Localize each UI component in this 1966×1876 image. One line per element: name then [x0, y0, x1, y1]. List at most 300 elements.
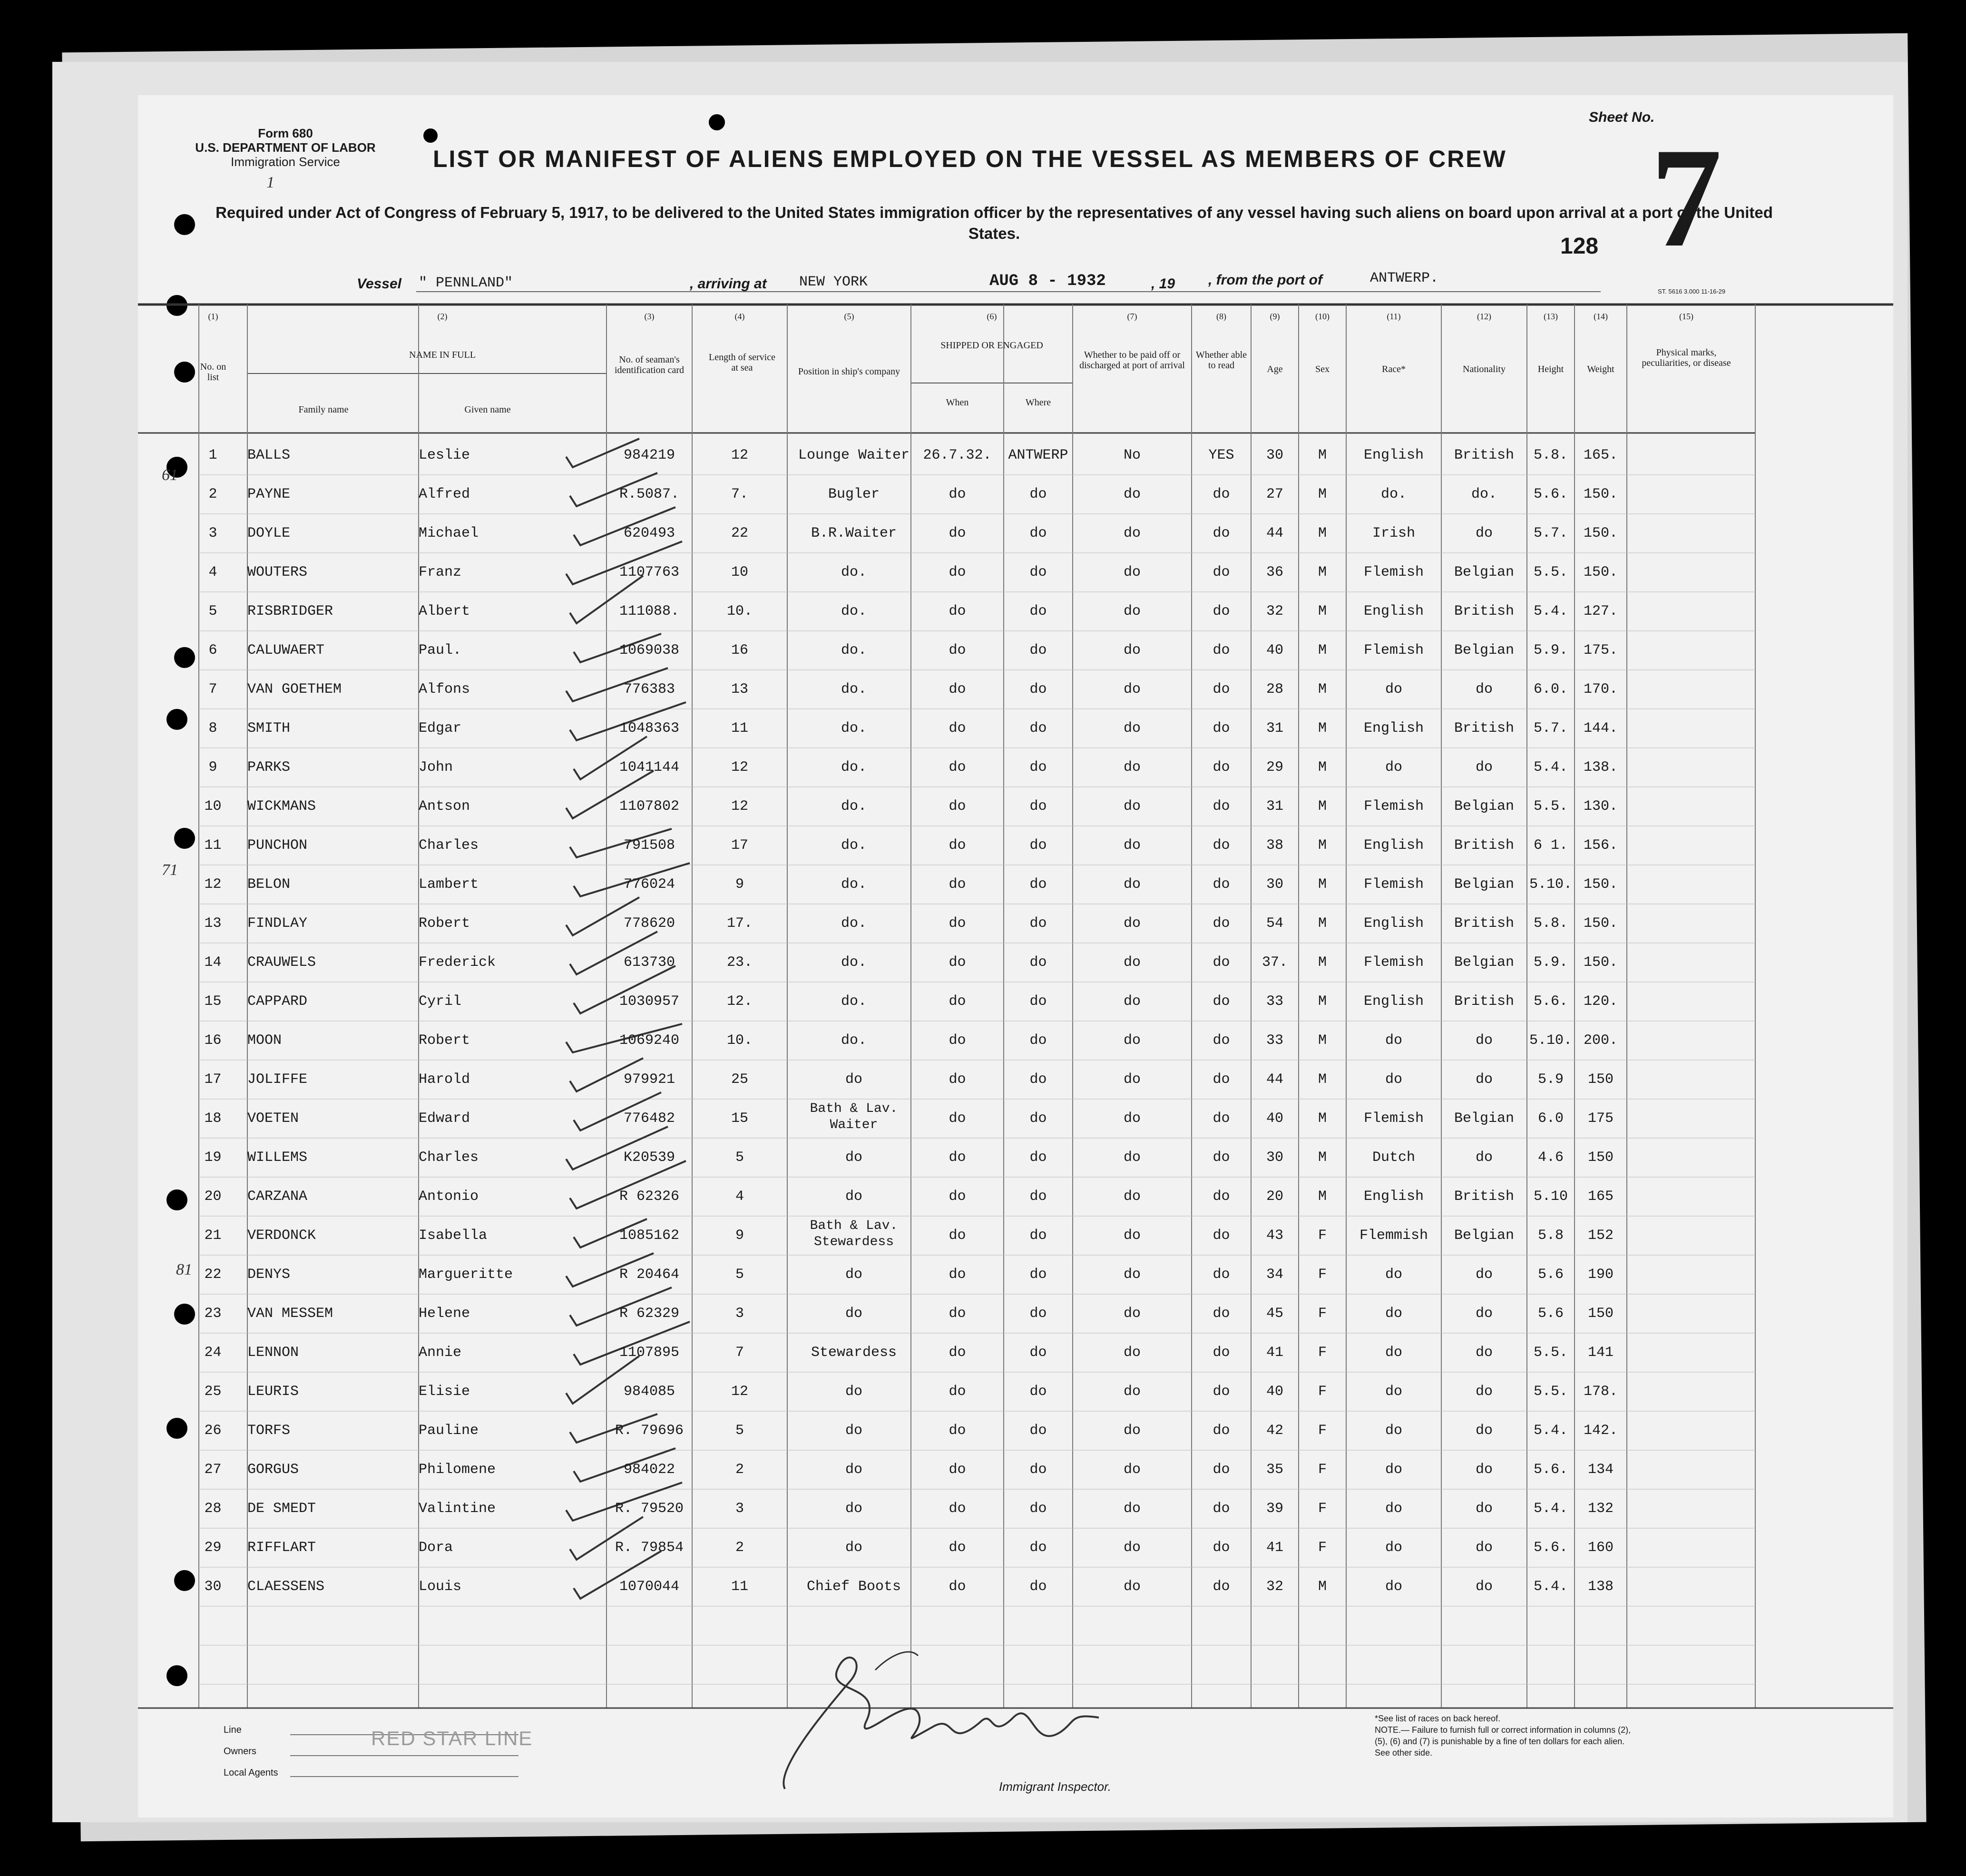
- cell-race: do: [1385, 1540, 1402, 1556]
- cell-paid: do: [1123, 798, 1141, 815]
- col-number: (12): [1477, 312, 1491, 321]
- year-label: , 19: [1151, 276, 1175, 292]
- cell-position: do: [845, 1188, 862, 1205]
- cell-paid: do: [1123, 1384, 1141, 1400]
- cell-service: 4: [735, 1188, 744, 1205]
- cell-service: 3: [735, 1501, 744, 1517]
- cell-weight: 200.: [1583, 1032, 1618, 1049]
- cell-no: 5: [208, 603, 217, 619]
- cell-height: 5.8.: [1533, 915, 1568, 932]
- cell-nationality: do: [1475, 681, 1493, 697]
- cell-race: do: [1385, 1032, 1402, 1049]
- cell-given: Alfons: [419, 681, 470, 697]
- margin-note: 71: [162, 861, 178, 879]
- cell-sex: M: [1318, 837, 1327, 854]
- cell-given: Lambert: [419, 876, 479, 893]
- cell-when: do: [949, 876, 966, 893]
- cell-when: do: [949, 525, 966, 541]
- cell-weight: 120.: [1583, 993, 1618, 1010]
- cell-card: 776024: [623, 876, 675, 893]
- cell-service: 17.: [726, 915, 753, 932]
- cell-service: 9: [735, 876, 744, 893]
- form-number: Form 680: [258, 126, 313, 140]
- cell-sex: M: [1318, 1071, 1327, 1088]
- cell-family: CRAUWELS: [247, 954, 316, 971]
- cell-weight: 152: [1587, 1228, 1614, 1244]
- cell-family: MOON: [247, 1032, 282, 1049]
- cell-weight: 127.: [1583, 603, 1618, 619]
- cell-where: do: [1029, 603, 1047, 619]
- cell-service: 10: [731, 564, 748, 580]
- cell-nationality: do: [1475, 1462, 1493, 1478]
- cell-family: DENYS: [247, 1267, 291, 1283]
- col-header-no: No. on list: [200, 362, 226, 383]
- cell-sex: M: [1318, 1188, 1327, 1205]
- cell-race: Dutch: [1372, 1149, 1415, 1166]
- cell-when: do: [949, 1579, 966, 1595]
- cell-paid: do: [1123, 1071, 1141, 1088]
- cell-position: Bugler: [828, 486, 880, 502]
- cell-family: BELON: [247, 876, 291, 893]
- cell-card: 1048363: [619, 720, 680, 737]
- cell-position: do.: [841, 1032, 867, 1049]
- cell-family: VOETEN: [247, 1110, 299, 1127]
- cell-read: do: [1213, 1228, 1230, 1244]
- cell-card: 984219: [623, 447, 675, 463]
- cell-read: do: [1213, 720, 1230, 737]
- cell-position: do: [845, 1462, 862, 1478]
- cell-paid: do: [1123, 1188, 1141, 1205]
- cell-age: 28: [1266, 681, 1283, 697]
- cell-paid: do: [1123, 525, 1141, 541]
- cell-sex: F: [1318, 1540, 1327, 1556]
- cell-position: do.: [841, 837, 867, 854]
- cell-nationality: British: [1454, 837, 1515, 854]
- cell-read: do: [1213, 564, 1230, 580]
- margin-note: 61: [162, 466, 178, 484]
- cell-nationality: do: [1475, 1267, 1493, 1283]
- cell-card: 1069038: [619, 642, 680, 658]
- cell-nationality: do: [1475, 1501, 1493, 1517]
- cell-position: do: [845, 1306, 862, 1322]
- cell-weight: 175.: [1583, 642, 1618, 658]
- cell-sex: M: [1318, 525, 1327, 541]
- cell-read: do: [1213, 1267, 1230, 1283]
- col-header-card: No. of seaman's identification card: [614, 354, 685, 375]
- cell-weight: 150.: [1583, 525, 1618, 541]
- manifest-sheet: [138, 95, 1893, 1817]
- cell-read: do: [1213, 876, 1230, 893]
- cell-given: Margueritte: [419, 1267, 513, 1283]
- col-header-weight: Weight: [1587, 364, 1614, 374]
- cell-read: do: [1213, 603, 1230, 619]
- cell-weight: 170.: [1583, 681, 1618, 697]
- cell-read: do: [1213, 1579, 1230, 1595]
- cell-where: do: [1029, 720, 1047, 737]
- cell-height: 5.5.: [1533, 564, 1568, 580]
- col-header-service: Length of service at sea: [709, 352, 775, 373]
- cell-paid: do: [1123, 876, 1141, 893]
- cell-position: Lounge Waiter: [798, 447, 910, 463]
- cell-sex: M: [1318, 1032, 1327, 1049]
- cell-age: 31: [1266, 720, 1283, 737]
- cell-given: Charles: [419, 837, 479, 854]
- cell-nationality: Belgian: [1454, 564, 1515, 580]
- cell-given: Annie: [419, 1345, 462, 1361]
- from-port-label: , from the port of: [1208, 272, 1322, 288]
- vessel-name: " PENNLAND": [419, 275, 513, 291]
- cell-no: 15: [204, 993, 222, 1010]
- cell-service: 10.: [726, 603, 753, 619]
- cell-family: DOYLE: [247, 525, 291, 541]
- cell-family: BALLS: [247, 447, 291, 463]
- cell-when: do: [949, 1462, 966, 1478]
- col-header-physical: Physical marks, peculiarities, or disease: [1642, 347, 1731, 368]
- cell-given: Frederick: [419, 954, 496, 971]
- col-header-height: Height: [1537, 364, 1564, 374]
- cell-no: 14: [204, 954, 222, 971]
- cell-weight: 134: [1587, 1462, 1614, 1478]
- line-stamp: RED STAR LINE: [371, 1727, 533, 1749]
- departure-port: ANTWERP.: [1370, 270, 1439, 286]
- cell-nationality: British: [1454, 993, 1515, 1010]
- cell-family: SMITH: [247, 720, 291, 737]
- cell-when: do: [949, 1540, 966, 1556]
- cell-race: do: [1385, 759, 1402, 776]
- cell-sex: M: [1318, 681, 1327, 697]
- cell-given: Antson: [419, 798, 470, 815]
- cell-when: do: [949, 1423, 966, 1439]
- cell-where: do: [1029, 1071, 1047, 1088]
- cell-height: 5.7.: [1533, 720, 1568, 737]
- cell-age: 54: [1266, 915, 1283, 932]
- cell-when: do: [949, 1149, 966, 1166]
- cell-no: 30: [204, 1579, 222, 1595]
- cell-height: 5.6: [1537, 1267, 1564, 1283]
- cell-age: 33: [1266, 993, 1283, 1010]
- cell-where: do: [1029, 993, 1047, 1010]
- cell-no: 1: [208, 447, 217, 463]
- cell-service: 23.: [726, 954, 753, 971]
- cell-when: do: [949, 720, 966, 737]
- cell-nationality: Belgian: [1454, 798, 1515, 815]
- cell-read: YES: [1208, 447, 1234, 463]
- cell-position: do.: [841, 993, 867, 1010]
- cell-when: do: [949, 1345, 966, 1361]
- cell-where: do: [1029, 798, 1047, 815]
- cell-weight: 175: [1587, 1110, 1614, 1127]
- cell-weight: 132: [1587, 1501, 1614, 1517]
- cell-age: 44: [1266, 1071, 1283, 1088]
- cell-height: 5.8.: [1533, 447, 1568, 463]
- cell-service: 2: [735, 1540, 744, 1556]
- cell-height: 5.6.: [1533, 993, 1568, 1010]
- col-header-position: Position in ship's company: [798, 366, 900, 377]
- col-header-where: Where: [1025, 397, 1051, 408]
- cell-service: 7.: [731, 486, 748, 502]
- inspector-signature: [766, 1627, 1127, 1798]
- cell-given: Valintine: [419, 1501, 496, 1517]
- cell-sex: F: [1318, 1423, 1327, 1439]
- cell-when: do: [949, 993, 966, 1010]
- cell-when: do: [949, 1228, 966, 1244]
- cell-family: GORGUS: [247, 1462, 299, 1478]
- cell-race: do: [1385, 1267, 1402, 1283]
- cell-card: K20539: [623, 1149, 675, 1166]
- cell-service: 12: [731, 447, 748, 463]
- cell-weight: 165: [1587, 1188, 1614, 1205]
- cell-given: Leslie: [419, 447, 470, 463]
- cell-card: R. 79520: [615, 1501, 684, 1517]
- cell-when: do: [949, 1071, 966, 1088]
- cell-family: PARKS: [247, 759, 291, 776]
- cell-card: 776383: [623, 681, 675, 697]
- cell-where: do: [1029, 1110, 1047, 1127]
- cell-height: 5.6.: [1533, 1462, 1568, 1478]
- cell-when: do: [949, 1188, 966, 1205]
- cell-sex: F: [1318, 1501, 1327, 1517]
- cell-service: 13: [731, 681, 748, 697]
- cell-nationality: do.: [1471, 486, 1497, 502]
- cell-card: R. 79696: [615, 1423, 684, 1439]
- col-header-name: NAME IN FULL: [409, 350, 476, 360]
- cell-sex: M: [1318, 759, 1327, 776]
- race-note: *See list of races on back hereof.: [1375, 1714, 1501, 1723]
- col-number: (2): [437, 312, 448, 321]
- cell-height: 5.4.: [1533, 1579, 1568, 1595]
- col-number: (11): [1387, 312, 1401, 321]
- cell-race: do: [1385, 1501, 1402, 1517]
- cell-where: do: [1029, 1188, 1047, 1205]
- cell-card: 791508: [623, 837, 675, 854]
- cell-paid: do: [1123, 1149, 1141, 1166]
- cell-family: PUNCHON: [247, 837, 308, 854]
- cell-read: do: [1213, 1306, 1230, 1322]
- cell-no: 27: [204, 1462, 222, 1478]
- cell-height: 5.10.: [1529, 1032, 1572, 1049]
- cell-sex: M: [1318, 486, 1327, 502]
- col-header-shipped: SHIPPED OR ENGAGED: [940, 340, 1043, 351]
- cell-family: JOLIFFE: [247, 1071, 308, 1088]
- cell-age: 33: [1266, 1032, 1283, 1049]
- cell-sex: M: [1318, 720, 1327, 737]
- cell-nationality: British: [1454, 915, 1515, 932]
- cell-family: WILLEMS: [247, 1149, 308, 1166]
- cell-race: Flemish: [1363, 1110, 1424, 1127]
- cell-position: Bath & Lav. Waiter: [810, 1101, 898, 1132]
- agents-label: Local Agents: [224, 1768, 278, 1778]
- cell-service: 10.: [726, 1032, 753, 1049]
- cell-card: 1030957: [619, 993, 680, 1010]
- cell-nationality: British: [1454, 447, 1515, 463]
- cell-read: do: [1213, 915, 1230, 932]
- cell-given: Cyril: [419, 993, 462, 1010]
- col-number: (15): [1679, 312, 1693, 321]
- cell-no: 4: [208, 564, 217, 580]
- cell-weight: 150: [1587, 1306, 1614, 1322]
- cell-family: CARZANA: [247, 1188, 308, 1205]
- vessel-label: Vessel: [357, 276, 401, 292]
- cell-when: do: [949, 1110, 966, 1127]
- cell-sex: F: [1318, 1267, 1327, 1283]
- cell-family: LEURIS: [247, 1384, 299, 1400]
- cell-sex: F: [1318, 1228, 1327, 1244]
- cell-height: 6 1.: [1533, 837, 1568, 854]
- cell-paid: do: [1123, 486, 1141, 502]
- cell-sex: M: [1318, 447, 1327, 463]
- cell-height: 5.6.: [1533, 486, 1568, 502]
- footer-notes: [1375, 1713, 1641, 1758]
- cell-age: 20: [1266, 1188, 1283, 1205]
- arriving-label: , arriving at: [690, 276, 767, 292]
- cell-read: do: [1213, 1345, 1230, 1361]
- cell-weight: 165.: [1583, 447, 1618, 463]
- cell-no: 25: [204, 1384, 222, 1400]
- cell-no: 22: [204, 1267, 222, 1283]
- cell-service: 7: [735, 1345, 744, 1361]
- cell-race: do: [1385, 1384, 1402, 1400]
- cell-sex: M: [1318, 642, 1327, 658]
- cell-race: do: [1385, 1345, 1402, 1361]
- cell-weight: 138: [1587, 1579, 1614, 1595]
- cell-service: 11: [731, 720, 748, 737]
- cell-where: do: [1029, 486, 1047, 502]
- cell-no: 7: [208, 681, 217, 697]
- cell-given: Harold: [419, 1071, 470, 1088]
- cell-paid: do: [1123, 603, 1141, 619]
- cell-given: Alfred: [419, 486, 470, 502]
- cell-paid: do: [1123, 837, 1141, 854]
- page-title: LIST OR MANIFEST OF ALIENS EMPLOYED ON THE VESSEL AS MEMBERS OF CREW: [433, 146, 1507, 172]
- cell-weight: 141: [1587, 1345, 1614, 1361]
- cell-age: 41: [1266, 1345, 1283, 1361]
- cell-when: do: [949, 642, 966, 658]
- cell-read: do: [1213, 525, 1230, 541]
- cell-paid: do: [1123, 993, 1141, 1010]
- cell-height: 5.10.: [1529, 876, 1572, 893]
- cell-age: 41: [1266, 1540, 1283, 1556]
- cell-age: 32: [1266, 603, 1283, 619]
- cell-where: do: [1029, 1267, 1047, 1283]
- cell-read: do: [1213, 1188, 1230, 1205]
- cell-race: Flemmish: [1359, 1228, 1428, 1244]
- cell-when: 26.7.32.: [923, 447, 992, 463]
- cell-service: 17: [731, 837, 748, 854]
- cell-given: Franz: [419, 564, 462, 580]
- cell-nationality: do: [1475, 525, 1493, 541]
- cell-height: 5.10: [1533, 1188, 1568, 1205]
- cell-where: do: [1029, 1306, 1047, 1322]
- cell-card: 1107895: [619, 1345, 680, 1361]
- cell-no: 18: [204, 1110, 222, 1127]
- col-number: (4): [734, 312, 745, 321]
- cell-where: ANTWERP: [1008, 447, 1068, 463]
- cell-service: 3: [735, 1306, 744, 1322]
- cell-race: English: [1363, 993, 1424, 1010]
- cell-age: 30: [1266, 447, 1283, 463]
- cell-age: 38: [1266, 837, 1283, 854]
- cell-age: 45: [1266, 1306, 1283, 1322]
- cell-age: 40: [1266, 1384, 1283, 1400]
- cell-given: Isabella: [419, 1228, 488, 1244]
- margin-note: 81: [176, 1261, 192, 1278]
- cell-card: 1107763: [619, 564, 680, 580]
- cell-race: English: [1363, 603, 1424, 619]
- cell-read: do: [1213, 1501, 1230, 1517]
- cell-where: do: [1029, 525, 1047, 541]
- cell-nationality: do: [1475, 1071, 1493, 1088]
- cell-read: do: [1213, 759, 1230, 776]
- cell-sex: M: [1318, 798, 1327, 815]
- cell-card: R. 79854: [615, 1540, 684, 1556]
- cell-weight: 150.: [1583, 954, 1618, 971]
- cell-given: Robert: [419, 915, 470, 932]
- cell-read: do: [1213, 993, 1230, 1010]
- cell-no: 13: [204, 915, 222, 932]
- cell-family: CALUWAERT: [247, 642, 325, 658]
- cell-family: TORFS: [247, 1423, 291, 1439]
- cell-age: 39: [1266, 1501, 1283, 1517]
- cell-position: do.: [841, 564, 867, 580]
- cell-position: do: [845, 1071, 862, 1088]
- cell-no: 24: [204, 1345, 222, 1361]
- cell-paid: do: [1123, 954, 1141, 971]
- cell-card: 1069240: [619, 1032, 680, 1049]
- owners-label: Owners: [224, 1746, 256, 1757]
- cell-weight: 130.: [1583, 798, 1618, 815]
- cell-position: do.: [841, 642, 867, 658]
- cell-nationality: do: [1475, 1032, 1493, 1049]
- cell-family: FINDLAY: [247, 915, 308, 932]
- cell-where: do: [1029, 954, 1047, 971]
- cell-where: do: [1029, 1462, 1047, 1478]
- cell-card: 776482: [623, 1110, 675, 1127]
- cell-height: 4.6: [1537, 1149, 1564, 1166]
- cell-where: do: [1029, 1423, 1047, 1439]
- line-label: Line: [224, 1725, 242, 1735]
- cell-where: do: [1029, 1540, 1047, 1556]
- cell-family: DE SMEDT: [247, 1501, 316, 1517]
- cell-position: Chief Boots: [806, 1579, 901, 1595]
- cell-when: do: [949, 915, 966, 932]
- cell-paid: do: [1123, 564, 1141, 580]
- cell-family: WOUTERS: [247, 564, 308, 580]
- cell-paid: do: [1123, 1540, 1141, 1556]
- requirement-text: Required under Act of Congress of February 5, 1917, to be delivered to the United States immigration officer by the representatives of any vessel having such aliens on board upon arrival at a port of the United States.: [215, 204, 1773, 242]
- cell-position: Stewardess: [811, 1345, 897, 1361]
- cell-paid: do: [1123, 1267, 1141, 1283]
- cell-position: do.: [841, 876, 867, 893]
- cell-when: do: [949, 681, 966, 697]
- cell-paid: do: [1123, 681, 1141, 697]
- cell-where: do: [1029, 915, 1047, 932]
- cell-race: do: [1385, 681, 1402, 697]
- cell-race: Flemish: [1363, 954, 1424, 971]
- cell-nationality: British: [1454, 720, 1515, 737]
- inspector-label: Immigrant Inspector.: [999, 1779, 1112, 1794]
- cell-card: R 62329: [619, 1306, 680, 1322]
- cell-read: do: [1213, 1071, 1230, 1088]
- cell-height: 5.8: [1537, 1228, 1564, 1244]
- cell-race: Flemish: [1363, 642, 1424, 658]
- cell-position: do: [845, 1540, 862, 1556]
- cell-paid: do: [1123, 1462, 1141, 1478]
- cell-when: do: [949, 954, 966, 971]
- cell-no: 8: [208, 720, 217, 737]
- cell-nationality: British: [1454, 1188, 1515, 1205]
- cell-age: 31: [1266, 798, 1283, 815]
- cell-race: English: [1363, 837, 1424, 854]
